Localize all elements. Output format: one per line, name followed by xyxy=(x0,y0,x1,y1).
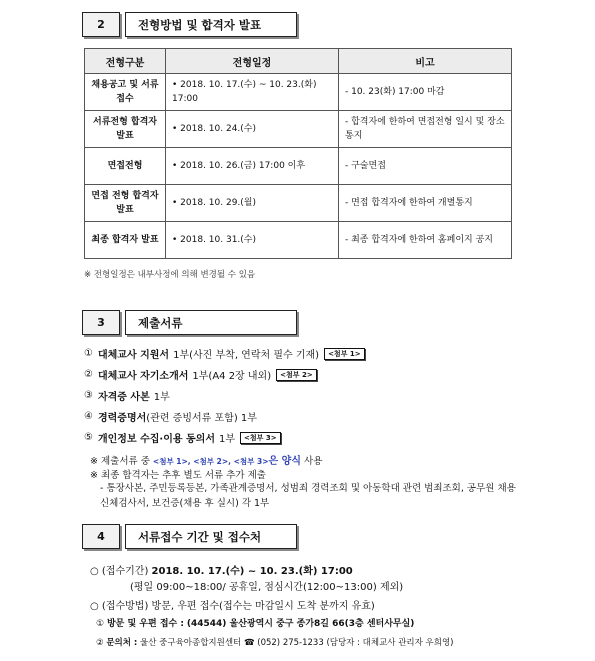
reception-contact xyxy=(96,636,454,648)
cell-type: 채용공고 및 서류접수 xyxy=(85,74,166,111)
column-header: 비고 xyxy=(339,49,512,74)
cell-date: • 2018. 10. 29.(월) xyxy=(166,185,339,222)
section-number: 3 xyxy=(82,310,120,335)
cell-date: • 2018. 10. 31.(수) xyxy=(166,222,339,259)
documents-list xyxy=(84,343,524,448)
item-title: 개인정보 수집·이용 동의서 xyxy=(97,434,215,445)
column-header: 전형구분 xyxy=(85,49,166,74)
attachment-tag: <첨부 1> xyxy=(324,348,365,360)
column-header: 전형일정 xyxy=(166,49,339,74)
table-header-row xyxy=(85,49,512,74)
list-item xyxy=(84,385,524,406)
cell-type: 면접전형 xyxy=(85,148,166,185)
table-row xyxy=(85,111,512,148)
schedule-table xyxy=(84,48,512,259)
list-item xyxy=(84,406,524,427)
list-item xyxy=(84,364,524,385)
item-detail: (관련 증빙서류 포함) 1부 xyxy=(146,413,257,424)
forms-note xyxy=(90,452,322,467)
address-value: (44544) 울산광역시 중구 종가8길 66(3층 센터사무실) xyxy=(186,619,415,629)
additional-docs-list: - 통장사본, 주민등록등본, 가족관계증명서, 성범죄 경력조회 및 아동학대 관련 범죄조회, 공무원 채용신체검사서, 보건증(채용 후 실시) 각 1부 xyxy=(100,483,516,509)
schedule-footnote: ※ 전형일정은 내부사정에 의해 변경될 수 있음 xyxy=(84,270,256,280)
item-title: 대체교사 지원서 xyxy=(97,350,170,361)
attachment-tag: <첨부 2> xyxy=(276,369,317,381)
item-title: 경력증명서 xyxy=(97,413,147,424)
contact-label: 문의처 : xyxy=(106,638,138,648)
section-title: 서류접수 기간 및 접수처 xyxy=(125,524,297,549)
cell-type: 면접 전형 합격자 발표 xyxy=(85,185,166,222)
method-label: ○ (접수방법) xyxy=(90,601,149,612)
item-title: 대체교사 자기소개서 xyxy=(97,371,189,382)
item-number: ① xyxy=(84,348,93,359)
reception-period xyxy=(90,562,353,577)
table-row xyxy=(85,148,512,185)
note-text: ※ 제출서류 중 xyxy=(90,456,150,467)
item-number: ② xyxy=(84,369,93,380)
address-label: 방문 및 우편 접수 : xyxy=(106,619,184,629)
cell-date: • 2018. 10. 24.(수) xyxy=(166,111,339,148)
cell-note: - 면접 합격자에 한하여 개별통지 xyxy=(339,185,512,222)
section-4-header xyxy=(82,524,297,549)
section-number: 2 xyxy=(82,12,120,37)
cell-note: - 합격자에 한하여 면접전형 일시 및 장소 통지 xyxy=(339,111,512,148)
cell-note: - 구술면접 xyxy=(339,148,512,185)
cell-note: - 최종 합격자에 한하여 홈페이지 공지 xyxy=(339,222,512,259)
attachment-tags: <첨부 1>, <첨부 2>, <첨부 3> xyxy=(152,457,269,466)
section-number: 4 xyxy=(82,524,120,549)
table-row xyxy=(85,222,512,259)
item-detail: 1부 xyxy=(153,392,170,403)
item-detail: 1부(A4 2장 내외) xyxy=(192,371,272,382)
list-item xyxy=(84,343,524,364)
reception-method xyxy=(90,597,375,612)
method-value: 방문, 우편 접수(접수는 마감일시 도착 분까지 유효) xyxy=(151,601,375,612)
table-row xyxy=(85,185,512,222)
cell-type: 최종 합격자 발표 xyxy=(85,222,166,259)
period-label: ○ (접수기간) xyxy=(90,566,149,577)
item-title: 자격증 사본 xyxy=(97,392,150,403)
item-number: ③ xyxy=(84,390,93,401)
reception-address xyxy=(96,616,414,629)
section-title: 전형방법 및 합격자 발표 xyxy=(125,12,297,37)
cell-note: - 10. 23(화) 17:00 마감 xyxy=(339,74,512,111)
attachment-tag: <첨부 3> xyxy=(240,432,281,444)
item-detail: 1부 xyxy=(219,434,236,445)
item-number: ⑤ xyxy=(84,432,93,443)
additional-docs-note: ※ 최종 합격자는 추후 별도 서류 추가 제출 xyxy=(90,470,266,481)
section-2-header xyxy=(82,12,297,37)
item-number: ② xyxy=(96,638,104,648)
item-number: ① xyxy=(96,619,105,629)
list-item xyxy=(84,427,524,448)
period-detail: (평일 09:00~18:00/ 공휴일, 점심시간(12:00~13:00) 제외) xyxy=(130,582,404,593)
note-text: 사용 xyxy=(304,456,323,467)
item-number: ④ xyxy=(84,411,93,422)
contact-value: 울산 중구육아종합지원센터 ☎ (052) 275-1233 (담당자 : 대체교사 관리자 우희영) xyxy=(140,638,454,648)
section-title: 제출서류 xyxy=(125,310,297,335)
cell-type: 서류전형 합격자 발표 xyxy=(85,111,166,148)
item-detail: 1부(사진 부착, 연락처 필수 기재) xyxy=(173,350,320,361)
form-emphasis: 은 양식 xyxy=(268,456,301,467)
table-row xyxy=(85,74,512,111)
cell-date: • 2018. 10. 26.(금) 17:00 이후 xyxy=(166,148,339,185)
cell-date: • 2018. 10. 17.(수) ~ 10. 23.(화) 17:00 xyxy=(166,74,339,111)
section-3-header xyxy=(82,310,297,335)
period-value: 2018. 10. 17.(수) ~ 10. 23.(화) 17:00 xyxy=(151,566,353,577)
